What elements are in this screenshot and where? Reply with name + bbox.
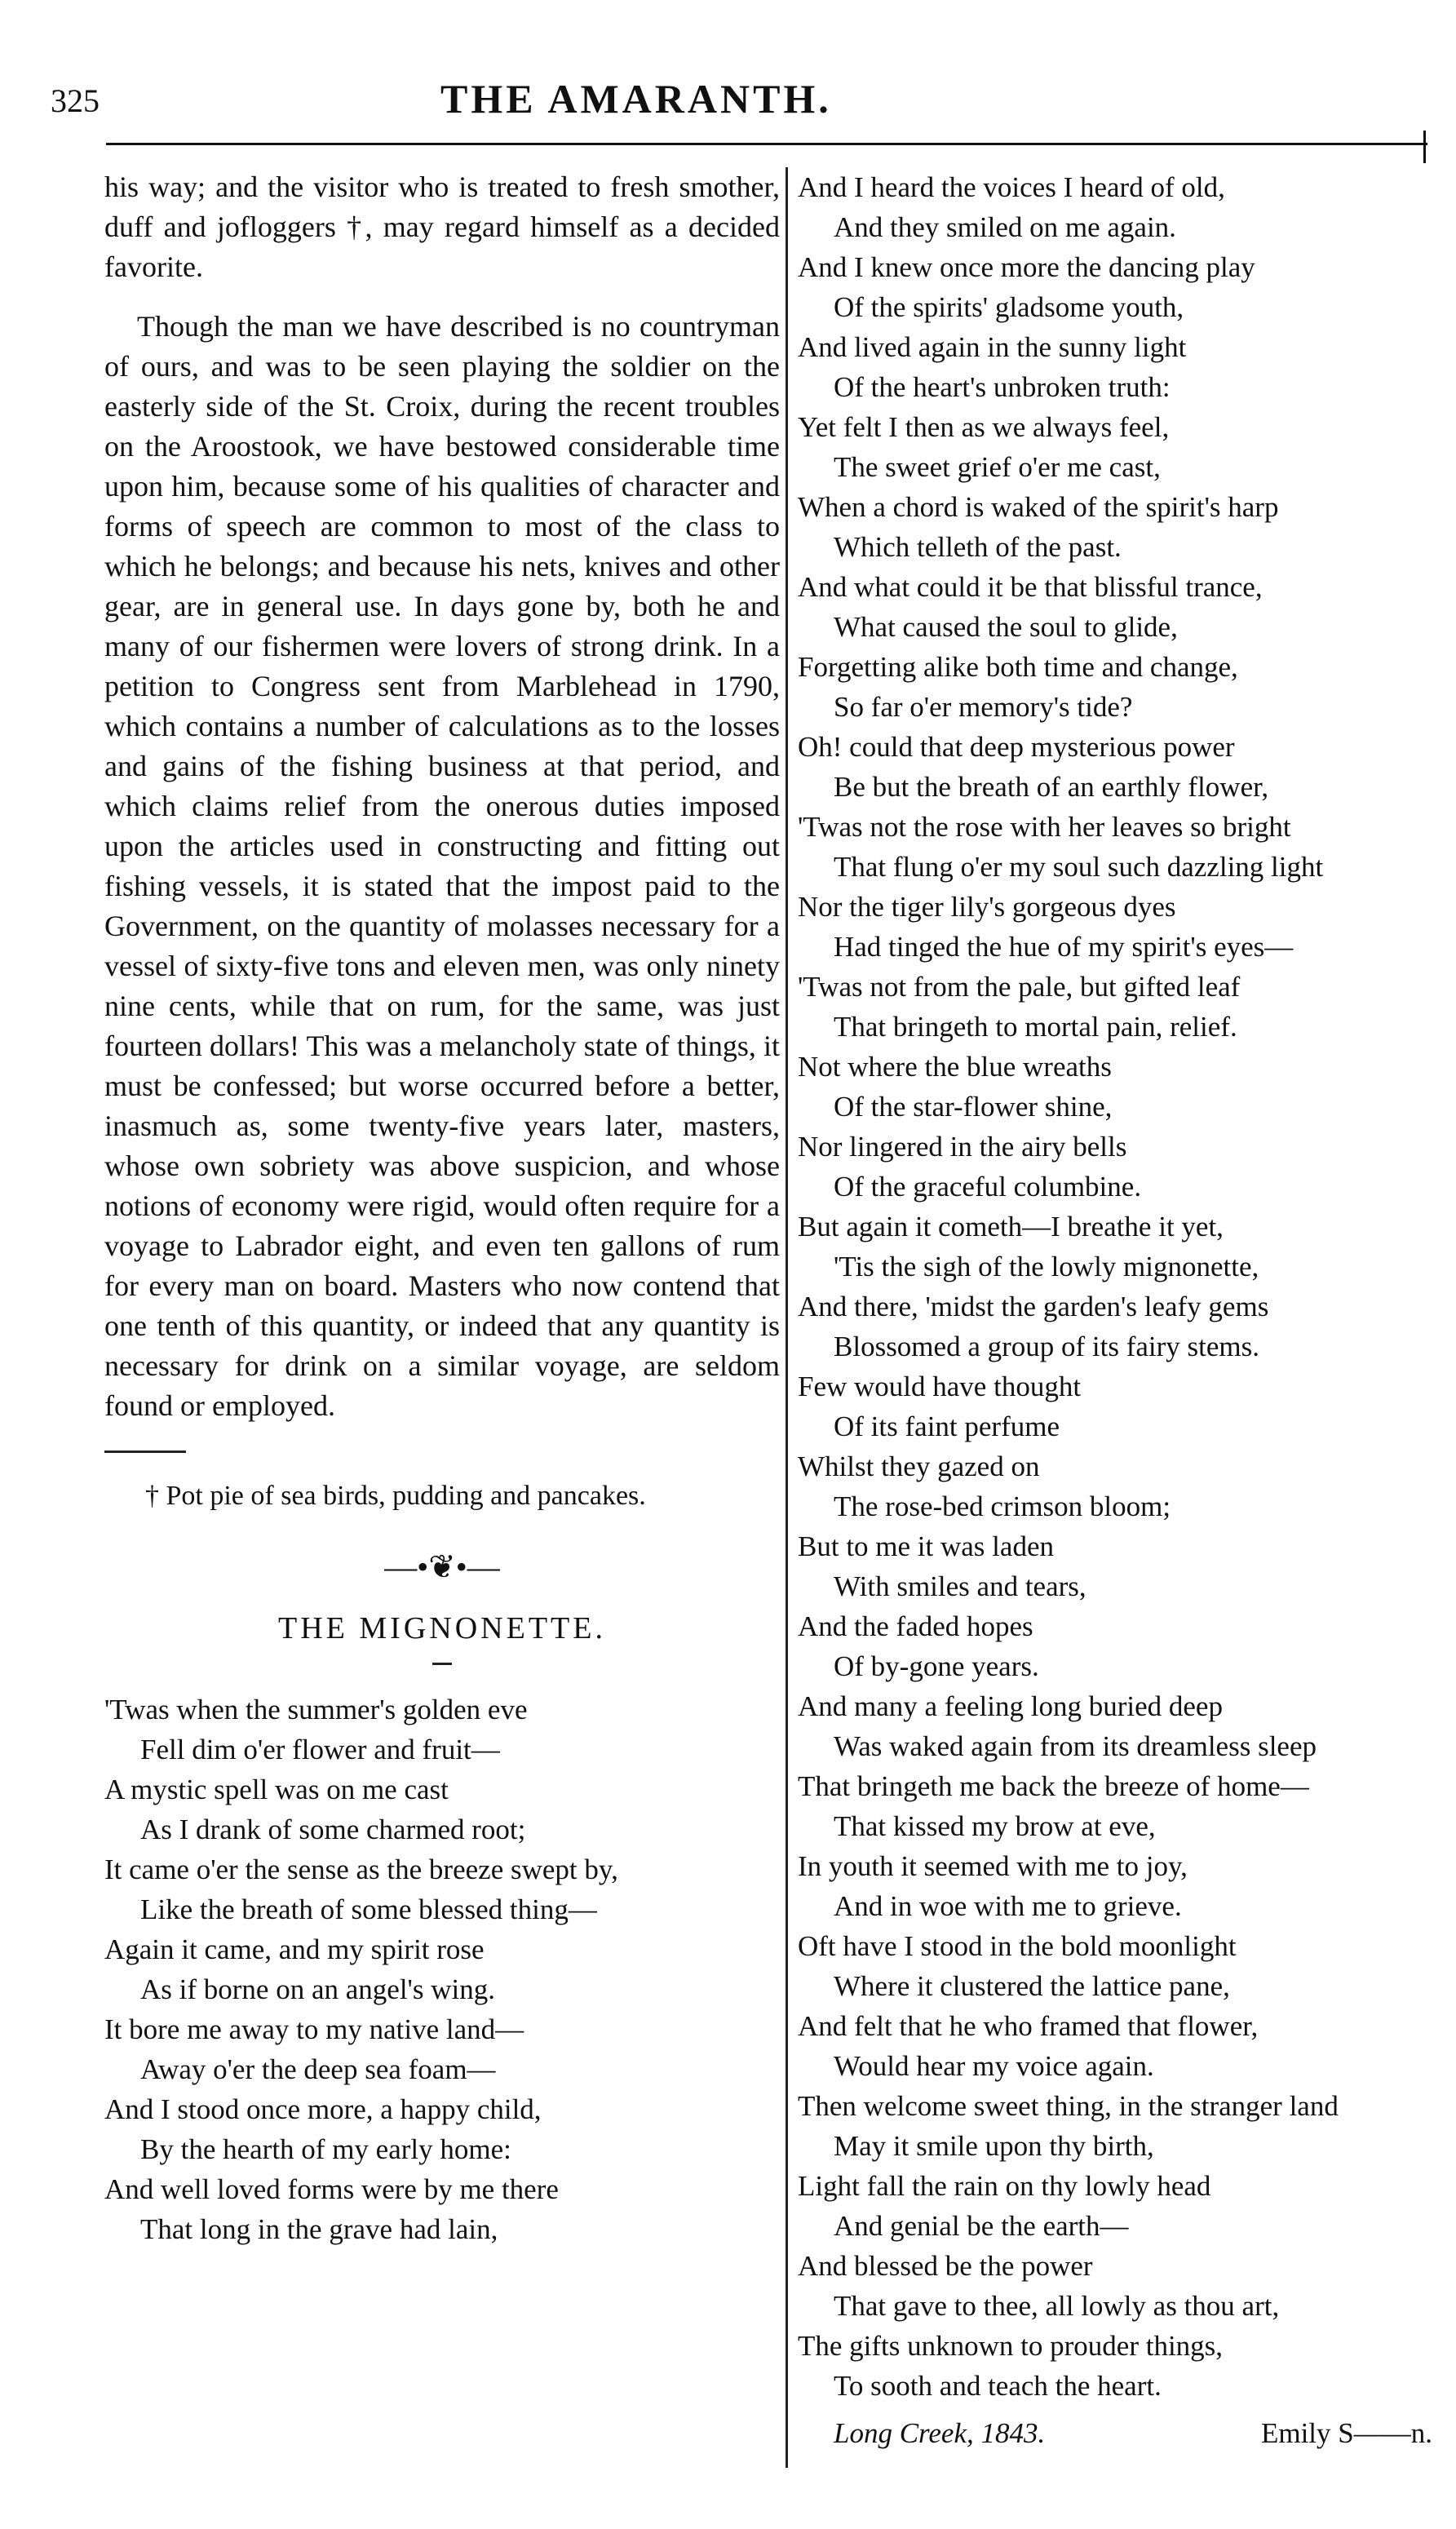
poem-line: Nor the tiger lily's gorgeous dyes (798, 891, 1176, 923)
poem-line: And genial be the earth— (834, 2210, 1129, 2242)
poem-line: In youth it seemed with me to joy, (798, 1850, 1188, 1882)
poem-line: Would hear my voice again. (834, 2050, 1154, 2082)
poem-line: Had tinged the hue of my spirit's eyes— (834, 931, 1294, 963)
poem-line: 'Twas not from the pale, but gifted leaf (798, 971, 1241, 1003)
prose-paragraph: Though the man we have described is no countryman of ours, and was to be seen playing the soldier on the easterly side of the St. Croix, during the recent troubles on the Aroostook, we have bestowed considerable time upon him, because some of his qualities of character and forms of speech are common to most of the class to which he belongs; and because his nets, knives and other gear, are in general use. In days gone by, both he and many of our fishermen were lovers of strong drink. In a petition to Congress sent from Marblehead in 1790, which contains a number of calculations as to the losses and gains of the fishing business at that period, and which claims relief from the onerous duties imposed upon the articles used in constructing and fitting out fishing vessels, it is stated that the impost paid to the Government, on the quantity of molasses necessary for a vessel of sixty-five tons and eleven men, was only ninety nine cents, while that on rum, for the same, was just fourteen dollars! This was a melancholy state of things, it must be confessed; but worse occurred before a better, inasmuch as, some twenty-five years later, masters, whose own sobriety was above suspicion, and whose notions of economy were rigid, would often require for a voyage to Labrador eight, and even ten gallons of rum for every man on board. Masters who now contend that one tenth of this quantity, or indeed that any quantity is necessary for drink on a similar voyage, are seldom found or employed. (104, 310, 780, 1422)
poem-line: But to me it was laden (798, 1530, 1054, 1562)
poem-line: And well loved forms were by me there (104, 2173, 559, 2205)
poem-line: And I heard the voices I heard of old, (798, 171, 1225, 203)
poem-line: Fell dim o'er flower and fruit— (140, 1734, 500, 1765)
poem-line: A mystic spell was on me cast (104, 1774, 449, 1805)
signature-place: Long Creek, 1843. (834, 2417, 1046, 2449)
poem-line: Of its faint perfume (834, 1411, 1060, 1442)
title-rule (432, 1663, 452, 1665)
prose-paragraph: his way; and the visitor who is treated to fresh smother, duff and jofloggers †, may regard himself as a decided favorite. (104, 171, 780, 283)
poem-line: And in woe with me to grieve. (834, 1890, 1182, 1922)
poem-line: That bringeth me back the breeze of home— (798, 1770, 1309, 1802)
poem-line: When a chord is waked of the spirit's harp (798, 491, 1279, 523)
poem-line: Oft have I stood in the bold moonlight (798, 1930, 1237, 1962)
poem-line: Few would have thought (798, 1371, 1082, 1402)
poem-line: Again it came, and my spirit rose (104, 1933, 485, 1965)
poem-line: And blessed be the power (798, 2250, 1093, 2282)
poem-line: And felt that he who framed that flower, (798, 2010, 1259, 2042)
column-divider (786, 167, 788, 2468)
poem-line: So far o'er memory's tide? (834, 691, 1133, 723)
poem-line: It bore me away to my native land— (104, 2013, 524, 2045)
poem-line: Where it clustered the lattice pane, (834, 1970, 1230, 2002)
right-column (798, 167, 1442, 2460)
poem-line: Be but the breath of an earthly flower, (834, 771, 1269, 803)
poem-line: Of the graceful columbine. (834, 1171, 1142, 1202)
poem-line: The gifts unknown to prouder things, (798, 2330, 1224, 2362)
poem-line: And the faded hopes (798, 1610, 1033, 1642)
poem-line: Then welcome sweet thing, in the stranger land (798, 2090, 1339, 2122)
poem-line: And I stood once more, a happy child, (104, 2093, 542, 2125)
poem-line: May it smile upon thy birth, (834, 2130, 1154, 2162)
poem-line: Light fall the rain on thy lowly head (798, 2170, 1211, 2202)
poem-line: Nor lingered in the airy bells (798, 1131, 1127, 1163)
poem-line: It came o'er the sense as the breeze swept by, (104, 1854, 618, 1885)
poem-line: And many a feeling long buried deep (798, 1690, 1223, 1722)
poem-line: With smiles and tears, (834, 1570, 1086, 1602)
poem-line: As I drank of some charmed root; (140, 1814, 526, 1845)
poem-line: Of the spirits' gladsome youth, (834, 291, 1184, 323)
signature-author: Emily S——n. (1260, 2417, 1432, 2449)
poem-line: As if borne on an angel's wing. (140, 1973, 495, 2005)
poem-line: And what could it be that blissful trance, (798, 571, 1263, 603)
poem-line: Oh! could that deep mysterious power (798, 731, 1235, 763)
footnote: † Pot pie of sea birds, pudding and pancakes. (145, 1481, 646, 1511)
poem-line: The rose-bed crimson bloom; (834, 1490, 1171, 1522)
poem-line: The sweet grief o'er me cast, (834, 451, 1161, 483)
page-header (0, 0, 1456, 163)
poem-line: And lived again in the sunny light (798, 331, 1187, 363)
poem-line: 'Twas when the summer's golden eve (104, 1694, 528, 1725)
poem-line: Whilst they gazed on (798, 1451, 1040, 1482)
poem-line: By the hearth of my early home: (140, 2133, 511, 2165)
poem-line: That long in the grave had lain, (140, 2213, 498, 2245)
poem-line: What caused the soul to glide, (834, 611, 1178, 643)
poem-line: That gave to thee, all lowly as thou art, (834, 2290, 1280, 2322)
poem-line: Of by-gone years. (834, 1650, 1039, 1682)
poem-line: Which telleth of the past. (834, 531, 1122, 563)
header-rule-end (1423, 131, 1426, 163)
poem-line: Not where the blue wreaths (798, 1051, 1112, 1083)
poem-title: THE MIGNONETTE. (278, 1611, 606, 1645)
poem-line: That flung o'er my soul such dazzling light (834, 851, 1324, 883)
poem-line: 'Tis the sigh of the lowly mignonette, (834, 1251, 1259, 1282)
poem-line: That kissed my brow at eve, (834, 1810, 1156, 1842)
poem-line: And they smiled on me again. (834, 211, 1176, 243)
page-number: 325 (51, 82, 100, 119)
poem-line: 'Twas not the rose with her leaves so bright (798, 811, 1291, 843)
poem-line: That bringeth to mortal pain, relief. (834, 1011, 1237, 1043)
poem-line: Yet felt I then as we always feel, (798, 411, 1170, 443)
header-rule (106, 143, 1427, 145)
poem-line: And there, 'midst the garden's leafy gems (798, 1291, 1269, 1322)
signature (798, 2411, 1442, 2460)
poem-line: Was waked again from its dreamless sleep (834, 1730, 1317, 1762)
poem-lines-left (104, 1690, 780, 2249)
poem-line: Forgetting alike both time and change, (798, 651, 1238, 683)
poem-line: And I knew once more the dancing play (798, 251, 1255, 283)
ornament-divider: —•❦•— (384, 1548, 500, 1585)
poem-lines-right (798, 167, 1442, 2406)
poem-line: Away o'er the deep sea foam— (140, 2053, 496, 2085)
left-column (104, 167, 780, 2249)
running-title: THE AMARANTH. (440, 76, 832, 122)
poem-line: Blossomed a group of its fairy stems. (834, 1331, 1260, 1362)
poem-line: Of the star-flower shine, (834, 1091, 1113, 1123)
poem-line: But again it cometh—I breathe it yet, (798, 1211, 1224, 1242)
footnote-rule (104, 1451, 186, 1453)
poem-line: To sooth and teach the heart. (834, 2370, 1162, 2402)
poem-line: Of the heart's unbroken truth: (834, 371, 1171, 403)
poem-line: Like the breath of some blessed thing— (140, 1893, 597, 1925)
